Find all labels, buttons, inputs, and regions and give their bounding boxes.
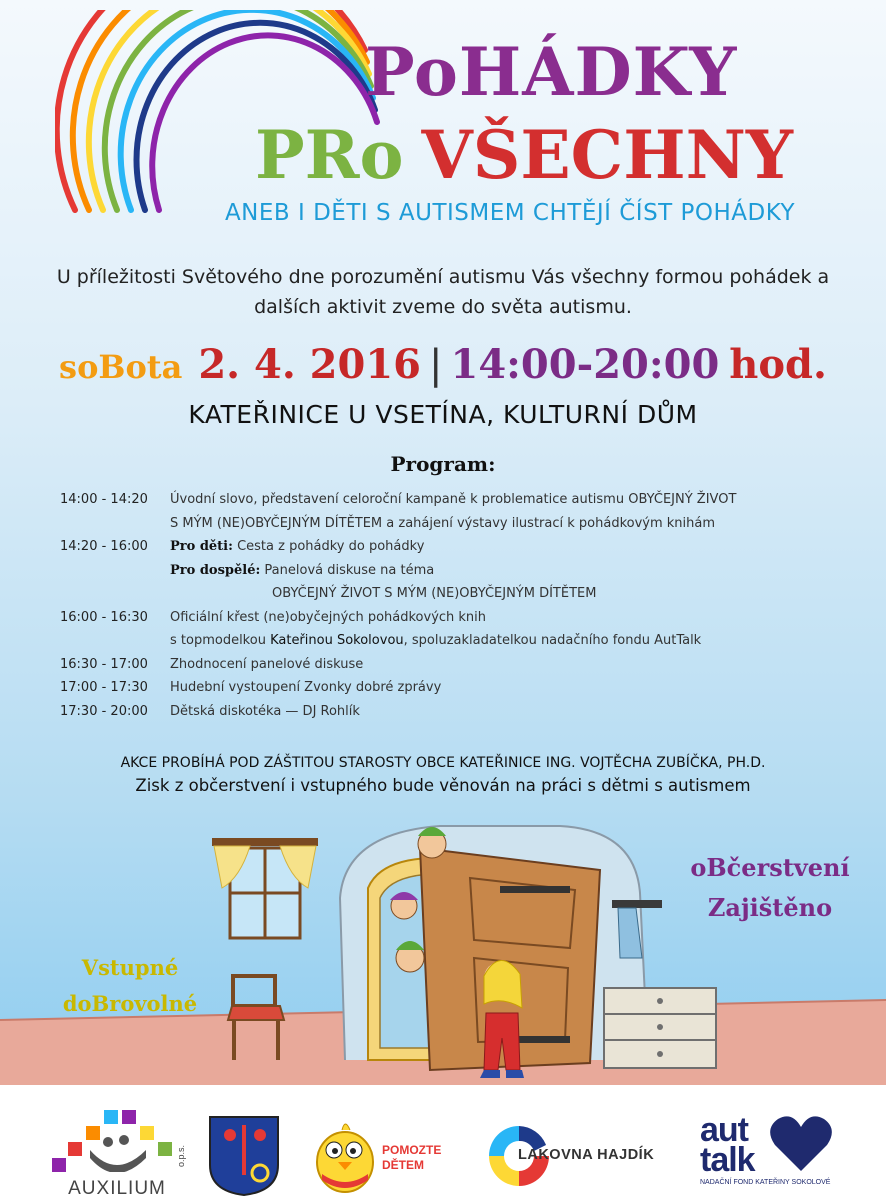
pomozte-label-1: POMOZTE xyxy=(382,1143,442,1157)
auxilium-logo xyxy=(52,1110,182,1199)
refreshments-line-1: oBčerstvení xyxy=(690,853,850,882)
schedule-time: 16:30 - 17:00 xyxy=(60,656,148,672)
schedule-row xyxy=(60,653,850,677)
event-time-unit: hod. xyxy=(729,341,827,388)
intro-text: U příležitosti Světového dne porozumění autismu Vás všechny formou pohádek a dalších aktivit zveme do světa autismu. xyxy=(56,266,830,318)
event-date-line xyxy=(40,335,846,397)
profit-note: Zisk z občerstvení i vstupného bude věnován na práci s dětmi s autismem xyxy=(135,776,751,795)
schedule-row xyxy=(60,606,850,630)
heart-icon xyxy=(770,1115,832,1173)
pomozte-detem-chick-icon xyxy=(312,1110,378,1196)
auttalk-sub-label: NADAČNÍ FOND KATEŘINY SOKOLOVÉ xyxy=(700,1179,831,1186)
schedule-text: Dětská diskotéka — DJ Rohlík xyxy=(170,703,360,719)
schedule-row xyxy=(60,629,850,653)
sponsor-logos xyxy=(0,1085,886,1200)
schedule-name: Kateřinou Sokolovou xyxy=(270,633,404,648)
auxilium-label: AUXILIUM xyxy=(68,1178,166,1199)
auttalk-wordmark xyxy=(700,1111,755,1179)
pomozte-label-2: DĚTEM xyxy=(382,1158,424,1172)
schedule-text: Oficiální křest (ne)obyčejných pohádkových knih xyxy=(170,609,487,625)
schedule-text: Panelová diskuse na téma xyxy=(264,562,435,578)
title-line-1: PoHÁDKY xyxy=(365,33,738,111)
schedule-text: S MÝM (NE)OBYČEJNÝM DÍTĚTEM a zahájení výstavy ilustrací k pohádkovým knihám xyxy=(170,515,716,531)
subtitle: ANEB I DĚTI S AUTISMEM CHTĚJÍ ČÍST POHÁDKY xyxy=(224,200,796,226)
event-date: 2. 4. 2016 xyxy=(198,341,422,388)
schedule-time: 17:30 - 20:00 xyxy=(60,703,148,719)
date-separator: | xyxy=(429,342,443,388)
title-line-2 xyxy=(255,115,815,195)
coat-of-arms-icon xyxy=(208,1115,280,1197)
lakovna-label: LAKOVNA HAJDÍK xyxy=(518,1147,655,1163)
schedule-label-adults: Pro dospělé: xyxy=(170,562,261,578)
auttalk-talk: talk xyxy=(700,1141,755,1179)
schedule-row xyxy=(60,582,850,606)
schedule-time: 14:20 - 16:00 xyxy=(60,539,148,554)
entry-note xyxy=(55,950,205,1022)
schedule-row xyxy=(60,676,850,700)
auxilium-squares-icon xyxy=(52,1110,182,1172)
schedule-text: s topmodelkou xyxy=(170,633,271,648)
schedule-row xyxy=(60,488,850,512)
title-pro: PRo xyxy=(255,116,404,194)
auttalk-aut: aut xyxy=(700,1111,748,1149)
event-time: 14:00-20:00 xyxy=(450,341,720,388)
title-vsechny: VŠECHNY xyxy=(421,116,794,194)
refreshments-note xyxy=(670,848,870,928)
entry-line-1: Vstupné xyxy=(81,955,179,980)
schedule-row xyxy=(60,559,850,583)
refreshments-line-2: Zajištěno xyxy=(707,893,833,922)
schedule-text: Hudební vystoupení Zvonky dobré zprávy xyxy=(170,680,442,695)
program-schedule xyxy=(60,488,850,723)
schedule-row xyxy=(60,700,850,724)
schedule-time: 17:00 - 17:30 xyxy=(60,680,148,695)
patron-note: AKCE PROBÍHÁ POD ZÁŠTITOU STAROSTY OBCE KATEŘINICE ING. VOJTĚCHA ZUBÍČKA, PH.D. xyxy=(120,755,766,771)
event-place: KATEŘINICE U VSETÍNA, KULTURNÍ DŮM xyxy=(188,400,698,429)
schedule-row xyxy=(60,512,850,536)
schedule-label-children: Pro děti: xyxy=(170,539,233,554)
schedule-text: OBYČEJNÝ ŽIVOT S MÝM (NE)OBYČEJNÝM DÍTĚTEM xyxy=(272,586,597,601)
program-heading: Program: xyxy=(390,452,496,476)
schedule-text: Úvodní slovo, představení celoroční kampaně k problematice autismu OBYČEJNÝ ŽIVOT xyxy=(170,492,737,507)
entry-line-2: doBrovolné xyxy=(62,991,198,1016)
auxilium-sub-label: o.p.s. xyxy=(176,1144,186,1167)
schedule-text: Zhodnocení panelové diskuse xyxy=(170,656,364,672)
schedule-text: Cesta z pohádky do pohádky xyxy=(237,539,425,554)
pomozte-detem-label xyxy=(382,1143,441,1173)
schedule-text: , spoluzakladatelkou nadačního fondu AutTalk xyxy=(403,633,702,648)
event-day: soBota xyxy=(59,348,183,386)
schedule-time: 16:00 - 16:30 xyxy=(60,609,148,625)
schedule-row xyxy=(60,535,850,559)
schedule-time: 14:00 - 14:20 xyxy=(60,492,148,507)
